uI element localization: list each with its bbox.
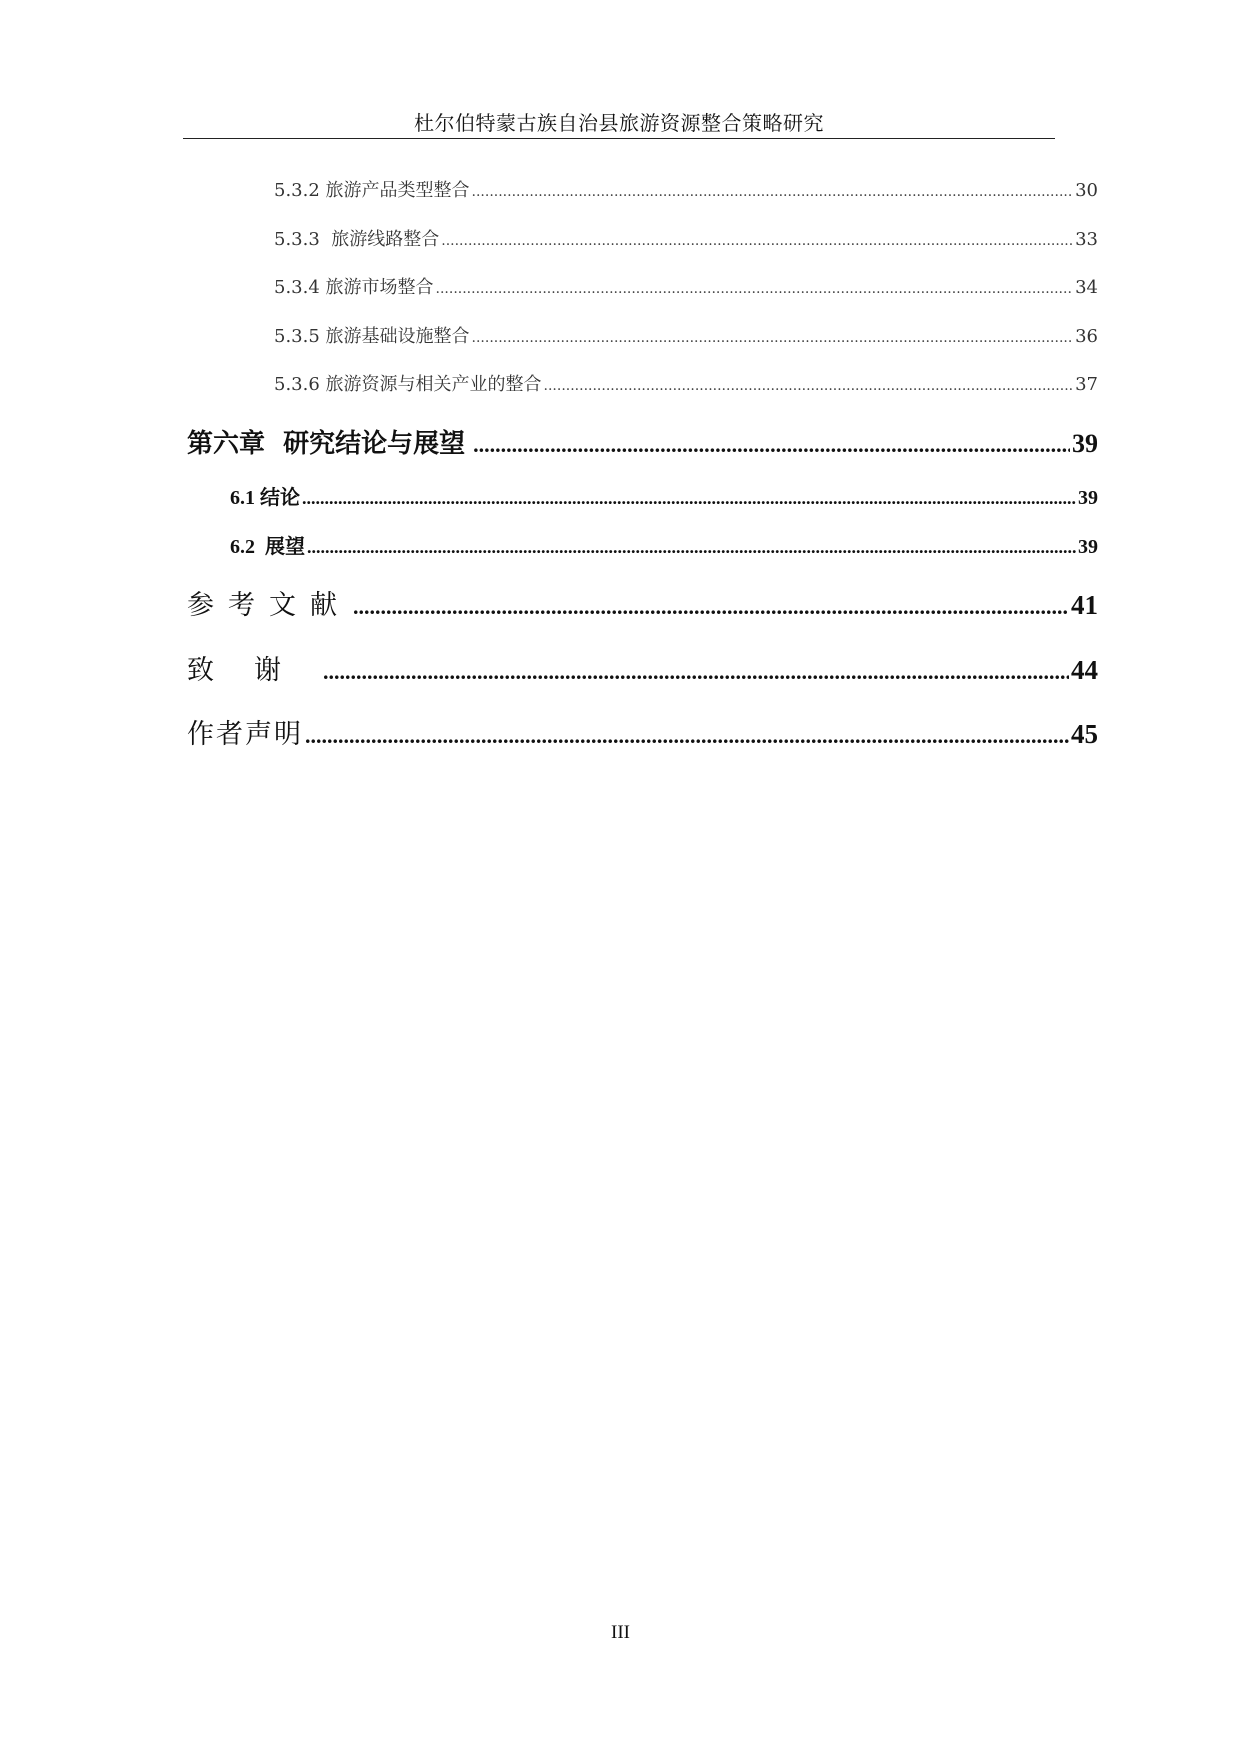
toc-entry-6-1[interactable] [230, 481, 1098, 510]
toc-entry-label: 5.3.5 旅游基础设施整合 [274, 326, 470, 347]
dot-leader [473, 432, 1070, 458]
toc-page-number: 30 [1075, 180, 1098, 201]
toc-entry-label: 6.1 结论 [230, 487, 300, 509]
header-divider [183, 138, 1055, 139]
toc-page-number: 34 [1075, 277, 1098, 298]
toc-entry-chapter-6[interactable] [187, 423, 1098, 460]
toc-entry-references[interactable] [187, 583, 1098, 622]
toc-entry-label: 作者声明 [187, 719, 303, 750]
toc-page-number: 39 [1078, 487, 1098, 509]
dot-leader [544, 378, 1074, 394]
toc-page-number: 33 [1075, 229, 1098, 250]
toc-page-number: 41 [1071, 590, 1098, 620]
dot-leader [472, 330, 1074, 346]
toc-page-number: 45 [1071, 719, 1098, 749]
toc-entry-5-3-2[interactable] [274, 176, 1098, 202]
toc-page-number: 39 [1072, 429, 1098, 458]
toc-entry-5-3-4[interactable] [274, 273, 1098, 299]
dot-leader [353, 594, 1069, 620]
dot-leader [302, 488, 1076, 509]
toc-entry-label: 5.3.3 旅游线路整合 [274, 229, 440, 250]
dot-leader [307, 537, 1076, 558]
dot-leader [323, 659, 1069, 685]
toc-entry-label: 5.3.4 旅游市场整合 [274, 277, 434, 298]
toc-entry-label: 5.3.6 旅游资源与相关产业的整合 [274, 374, 542, 395]
toc-chapter-label: 第六章 研究结论与展望 [187, 429, 466, 459]
toc-entry-acknowledgements[interactable] [187, 648, 1098, 687]
toc-entry-label: 6.2 展望 [230, 536, 305, 558]
toc-entry-label: 5.3.2 旅游产品类型整合 [274, 180, 470, 201]
toc-page-number: 37 [1075, 374, 1098, 395]
dot-leader [436, 281, 1074, 297]
toc-entry-author-statement[interactable] [187, 712, 1098, 751]
toc-page-number: 39 [1078, 536, 1098, 558]
toc-page-number: 36 [1075, 326, 1098, 347]
toc-entry-label: 致谢 [187, 655, 321, 686]
toc-entry-6-2[interactable] [230, 530, 1098, 559]
page-number-footer: III [611, 1622, 630, 1643]
running-header-title: 杜尔伯特蒙古族自治县旅游资源整合策略研究 [414, 111, 824, 135]
toc-entry-5-3-3[interactable] [274, 225, 1098, 251]
dot-leader [472, 184, 1074, 200]
toc-page-number: 44 [1071, 655, 1098, 685]
toc-entry-5-3-6[interactable] [274, 370, 1098, 396]
dot-leader [305, 723, 1069, 749]
dot-leader [441, 233, 1073, 249]
toc-entry-5-3-5[interactable] [274, 322, 1098, 348]
toc-entry-label: 参考文献 [187, 590, 351, 621]
